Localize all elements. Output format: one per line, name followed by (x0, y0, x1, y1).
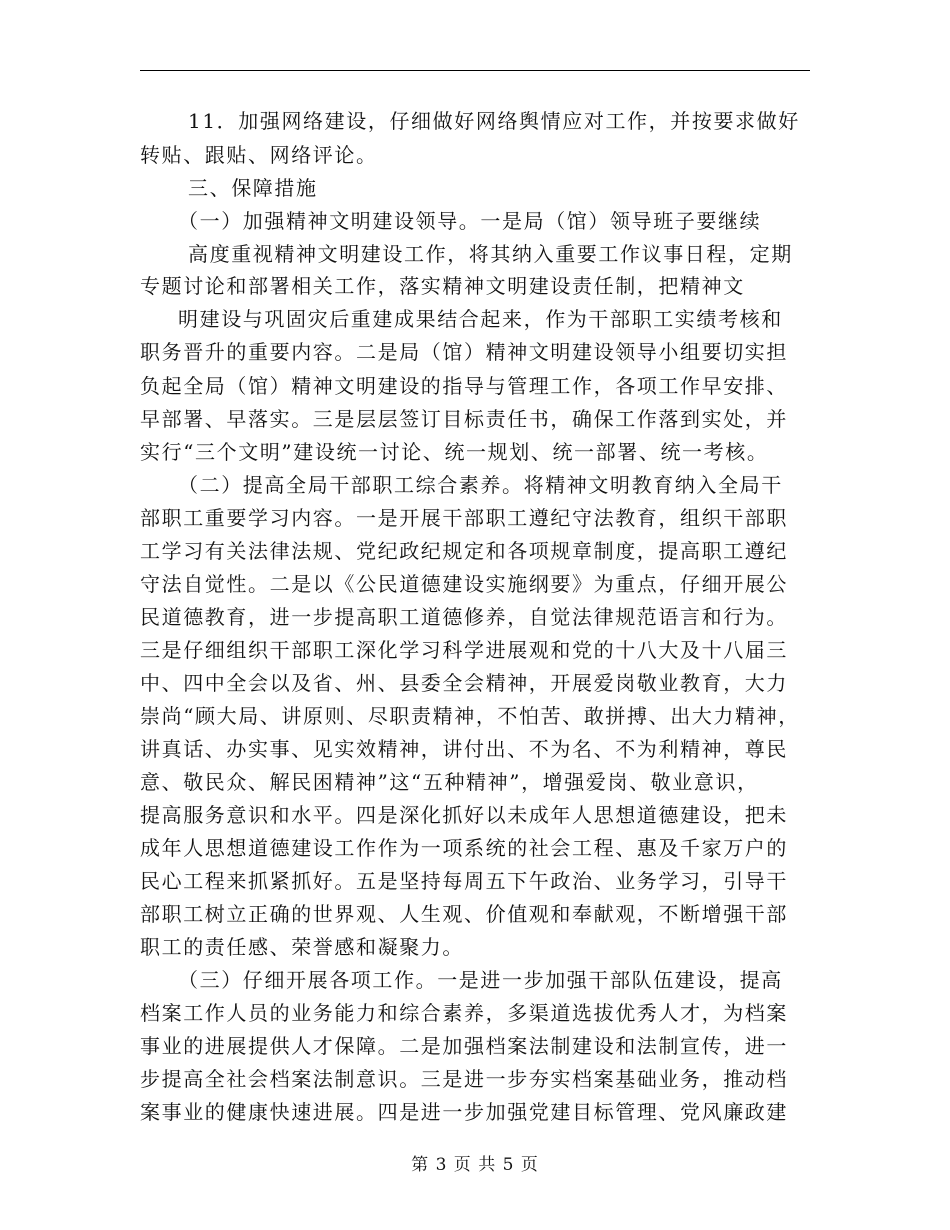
text-line: （三）仔细开展各项工作。一是进一步加强干部队伍建设，提高 (178, 968, 783, 992)
text-line: 讲真话、办实事、见实效精神，讲付出、不为名、不为利精神，尊民 (140, 737, 788, 761)
text-line: 守法自觉性。二是以《公民道德建设实施纲要》为重点，仔细开展公 (140, 572, 788, 596)
page-number-footer: 第 3 页 共 5 页 (411, 1155, 539, 1175)
text-line: 职务晋升的重要内容。二是局（馆）精神文明建设领导小组要切实担 (140, 340, 788, 364)
text-line: 转贴、跟贴、网络评论。 (140, 143, 378, 167)
text-line: 民心工程来抓紧抓好。五是坚持每周五下午政治、业务学习，引导干 (140, 869, 788, 893)
text-line: 提高服务意识和水平。四是深化抓好以未成年人思想道德建设，把未 (140, 803, 788, 827)
text-line: 部职工树立正确的世界观、人生观、价值观和奉献观，不断增强干部 (140, 902, 788, 926)
text-line: （一）加强精神文明建设领导。一是局（馆）领导班子要继续 (178, 209, 762, 233)
header-rule (140, 70, 810, 71)
text-line: 步提高全社会档案法制意识。三是进一步夯实档案基础业务，推动档 (140, 1067, 788, 1091)
text-line: 明建设与巩固灾后重建成果结合起来，作为干部职工实绩考核和 (178, 307, 783, 331)
text-line: 高度重视精神文明建设工作，将其纳入重要工作议事日程，定期 (188, 242, 793, 266)
text-line: 案事业的健康快速进展。四是进一步加强党建目标管理、党风廉政建 (140, 1100, 788, 1124)
text-line: （二）提高全局干部职工综合素养。将精神文明教育纳入全局干 (178, 473, 783, 497)
text-line: 职工的责任感、荣誉感和凝聚力。 (140, 935, 464, 959)
section-heading: 三、保障措施 (188, 176, 318, 200)
text-line: 早部署、早落实。三是层层签订目标责任书，确保工作落到实处，并 (140, 407, 788, 431)
text-line: 意、敬民众、解民困精神”这“五种精神”，增强爱岗、敬业意识， (140, 770, 759, 794)
text-line: 事业的进展提供人才保障。二是加强档案法制建设和法制宣传，进一 (140, 1034, 788, 1058)
text-line: 档案工作人员的业务能力和综合素养，多渠道选拔优秀人才，为档案 (140, 1001, 788, 1025)
text-line: 中、四中全会以及省、州、县委全会精神，开展爱岗敬业教育，大力 (140, 671, 788, 695)
text-line: 11．加强网络建设，仔细做好网络舆情应对工作，并按要求做好 (188, 109, 800, 133)
text-line: 专题讨论和部署相关工作，落实精神文明建设责任制，把精神文 (140, 274, 745, 298)
text-line: 部职工重要学习内容。一是开展干部职工遵纪守法教育，组织干部职 (140, 506, 788, 530)
text-line: 工学习有关法律法规、党纪政纪规定和各项规章制度，提高职工遵纪 (140, 539, 788, 563)
text-line: 崇尚“顾大局、讲原则、尽职责精神，不怕苦、敢拼搏、出大力精神， (140, 704, 800, 728)
text-line: 成年人思想道德建设工作作为一项系统的社会工程、惠及千家万户的 (140, 836, 788, 860)
text-line: 负起全局（馆）精神文明建设的指导与管理工作，各项工作早安排、 (140, 374, 788, 398)
text-line: 民道德教育，进一步提高职工道德修养，自觉法律规范语言和行为。 (140, 605, 788, 629)
text-line: 实行“三个文明”建设统一讨论、统一规划、统一部署、统一考核。 (140, 440, 769, 464)
text-line: 三是仔细组织干部职工深化学习科学进展观和党的十八大及十八届三 (140, 638, 788, 662)
